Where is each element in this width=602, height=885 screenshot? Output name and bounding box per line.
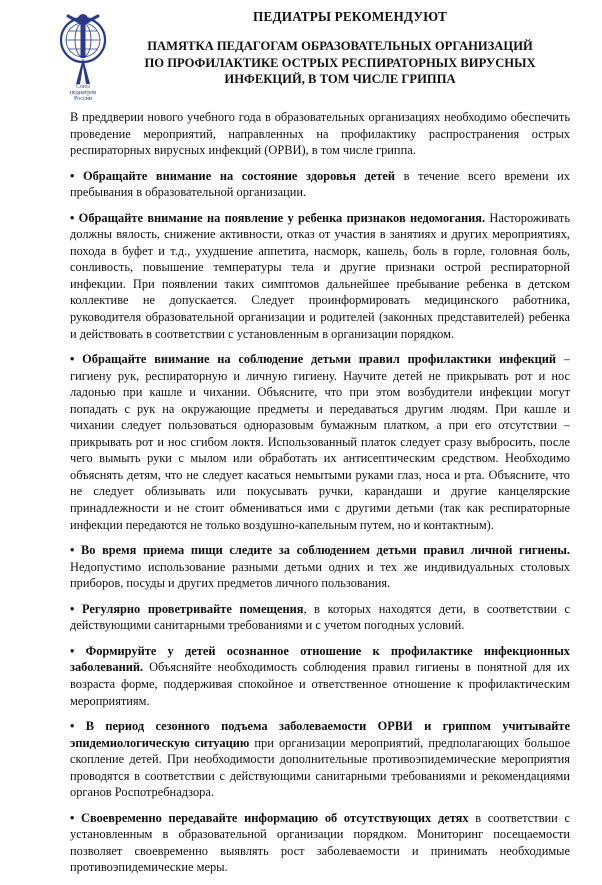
recommendation-paragraph: • Во время приема пищи следите за соблюдением детьми правил личной гигиены. Недопустимо использование разными детьми одних и тех же индивидуальных столовых приборов, посуды и других предметов личного пользования. [70,543,570,591]
memo-heading [120,38,560,88]
memo-body [70,109,570,885]
recommendation-paragraph: • Своевременно передавайте информацию об отсутствующих детях в соответствии с установленным в образовательной организации порядком. Мониторинг посещаемости позволяет своевременно выявлять рост заболеваемости и принимать необходимые противоэпидемические меры. [70,810,570,875]
page-title: ПЕДИАТРЫ РЕКОМЕНДУЮТ [253,9,447,24]
memo-heading-line: ИНФЕКЦИЙ, В ТОМ ЧИСЛЕ ГРИППА [224,72,456,86]
recommendation-paragraph: • Обращайте внимание на появление у ребенка признаков недомогания. Настороживать должны вялость, снижение активности, отказ от участия в занятиях и других мероприятиях, похода в буфет и т.д., ухудшение аппетита, насморк, кашель, боль в горле, головная боль, сонливость, повышение температуры тела и другие признаки острой респираторной инфекции. При появлении таких симптомов дальнейшее пребывание ребенка в детском коллективе не допускается. Следует проинформировать медицинского работника, руководителя образовательной организации и родителей (законных представителей) ребенка и действовать в соответствии с установленным в организации порядком. [70,210,570,341]
recommendation-paragraph: • Обращайте внимание на соблюдение детьми правил профилактики инфекций – гигиену рук, респираторную и личную гигиену. Научите детей не прикрывать рот и нос ладонью при кашле и чихании. Объясните, что при этом возбудители инфекции могут попадать с рук на окружающие предметы и передаваться другим людям. При кашле и чихании следует пользоваться одноразовым бумажным платком, а при его отсутствии – прикрывать рот и нос сгибом локтя. Использованный платок следует сразу выбросить, после чего вымыть руки с мылом или обработать их антисептическим средством. Необходимо объяснять детям, что не следует касаться немытыми руками глаз, носа и рта. Объясните, что не следует облизывать или покусывать ручки, карандаши и другие канцелярские принадлежности и не стоит обмениваться ими с другими детьми (так как респираторные инфекции передаются не только воздушно-капельным путем, но и контактным). [70,352,570,532]
recommendation-paragraph: • Формируйте у детей осознанное отношение к профилактике инфекционных заболеваний. Объясняйте необходимость соблюдения правил гигиены в понятной для их возраста форме, поддерживая спокойное и ответственное отношение к профилактическим мероприятиям. [70,643,570,708]
memo-heading-line: ПАМЯТКА ПЕДАГОГАМ ОБРАЗОВАТЕЛЬНЫХ ОРГАНИЗАЦИЙ [147,39,533,53]
recommendation-paragraph: • Обращайте внимание на состояние здоровья детей в течение всего времени их пребывания в образовательной организации. [70,168,570,200]
logo-caption: Союз педиатров России [69,84,97,102]
intro-paragraph: В преддверии нового учебного года в образовательных организациях необходимо обеспечить проведение мероприятий, направленных на профилактику распространения острых респираторных вирусных инфекций (ОРВИ), в том числе гриппа. [70,110,570,158]
recommendation-paragraph: • В период сезонного подъема заболеваемости ОРВИ и гриппом учитывайте эпидемиологическую ситуацию при организации мероприятий, предполагающих большое скопление детей. При необходимости дополнительные противоэпидемические мероприятия проводятся в соответствии с действующими санитарными требованиями и рекомендациями органов Роспотребнадзора. [70,719,570,800]
memo-heading-line: ПО ПРОФИЛАКТИКЕ ОСТРЫХ РЕСПИРАТОРНЫХ ВИРУСНЫХ [144,55,536,70]
recommendation-paragraph: • Регулярно проветривайте помещения, в которых находятся дети, в соответствии с действующими санитарными требованиями и с учетом погодных условий. [70,601,570,633]
